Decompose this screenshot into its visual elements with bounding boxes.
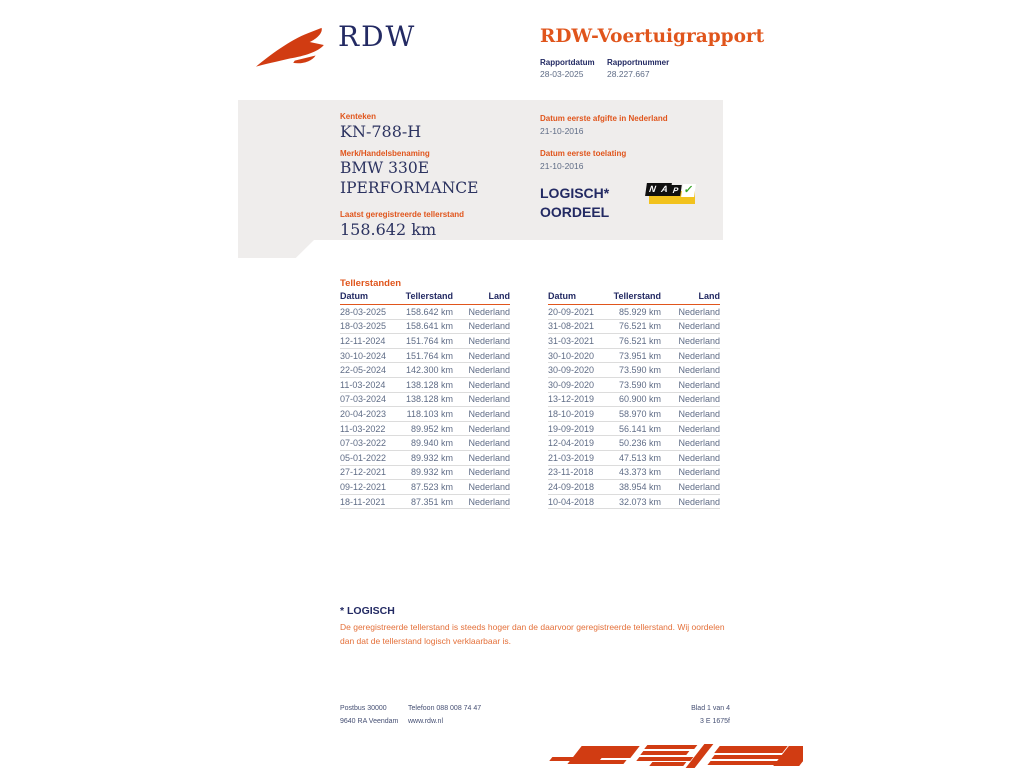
table-cell: Nederland: [468, 467, 510, 478]
column-header-tellerstand: Tellerstand: [405, 291, 453, 301]
table-cell: Nederland: [468, 350, 510, 361]
toelating-label: Datum eerste toelating: [540, 149, 627, 158]
rdw-bird-logo-icon: [253, 24, 335, 72]
table-cell: 50.236 km: [618, 438, 661, 449]
footnote-title: * LOGISCH: [340, 605, 395, 617]
table-row: [548, 436, 720, 451]
table-cell: 85.929 km: [618, 306, 661, 317]
footer-page-number: Blad 1 van 4: [691, 705, 730, 712]
table-cell: 76.521 km: [618, 321, 661, 332]
table-cell: Nederland: [678, 306, 720, 317]
nap-letter-n: N: [645, 183, 660, 196]
table-cell: 07-03-2024: [340, 394, 387, 405]
table-cell: 18-10-2019: [548, 408, 595, 419]
table-cell: 18-03-2025: [340, 321, 387, 332]
tellerstanden-title: Tellerstanden: [340, 278, 402, 289]
table-row: [548, 334, 720, 349]
table-cell: 31-03-2021: [548, 335, 595, 346]
table-cell: 43.373 km: [618, 467, 661, 478]
table-row: [548, 320, 720, 335]
column-header-tellerstand: Tellerstand: [613, 291, 661, 301]
merk-label: Merk/Handelsbenaming: [340, 149, 430, 158]
table-row: [548, 451, 720, 466]
table-row: [340, 466, 510, 481]
table-cell: 12-11-2024: [340, 335, 386, 346]
report-number-label: Rapportnummer: [607, 58, 670, 67]
table-cell: 151.764 km: [405, 335, 453, 346]
table-row: [548, 466, 720, 481]
table-cell: 11-03-2022: [340, 423, 386, 434]
table-cell: Nederland: [468, 306, 510, 317]
table-row: [340, 436, 510, 451]
report-date-label: Rapportdatum: [540, 58, 595, 67]
table-cell: Nederland: [678, 321, 720, 332]
merk-value-line2: IPERFORMANCE: [340, 179, 479, 197]
table-cell: 142.300 km: [405, 365, 453, 376]
table-row: [548, 363, 720, 378]
table-cell: Nederland: [678, 423, 720, 434]
footer-address-line1: Postbus 30000: [340, 705, 387, 712]
table-cell: 58.970 km: [618, 408, 661, 419]
table-cell: Nederland: [468, 423, 510, 434]
table-cell: 13-12-2019: [548, 394, 595, 405]
column-header-datum: Datum: [340, 291, 369, 301]
tellerstand-value: 158.642 km: [340, 220, 437, 239]
oordeel-line2: OORDEEL: [540, 204, 610, 220]
table-cell: Nederland: [678, 452, 720, 463]
footer-website: www.rdw.nl: [408, 718, 444, 725]
table-cell: 05-01-2022: [340, 452, 387, 463]
nap-logo: [646, 182, 698, 208]
table-row: [340, 305, 510, 320]
report-number-value: 28.227.667: [607, 69, 650, 79]
footer-phone: Telefoon 088 008 74 47: [408, 705, 482, 712]
panel-corner-tab: [238, 240, 314, 258]
table-cell: 138.128 km: [405, 394, 453, 405]
nap-letter-p: P: [669, 185, 682, 196]
table-cell: 27-12-2021: [340, 467, 387, 478]
table-cell: 18-11-2021: [340, 496, 386, 507]
table-row: [340, 451, 510, 466]
table-cell: 89.940 km: [410, 438, 453, 449]
table-cell: Nederland: [678, 365, 720, 376]
table-cell: 09-12-2021: [340, 481, 387, 492]
nap-checkmark-icon: ✓: [681, 184, 696, 197]
table-cell: 56.141 km: [618, 423, 661, 434]
table-cell: 21-03-2019: [548, 452, 595, 463]
table-cell: 19-09-2019: [548, 423, 595, 434]
table-cell: 89.932 km: [410, 467, 453, 478]
table-row: [340, 407, 510, 422]
table-cell: 158.642 km: [405, 306, 453, 317]
afgifte-value: 21-10-2016: [540, 126, 584, 136]
table-row: [548, 422, 720, 437]
kenteken-value: KN-788-H: [340, 122, 422, 141]
table-cell: 73.590 km: [618, 379, 661, 390]
report-date-value: 28-03-2025: [540, 69, 584, 79]
table-row: [340, 480, 510, 495]
table-cell: Nederland: [468, 379, 510, 390]
decorative-stripes-graphic: [545, 744, 803, 768]
table-cell: Nederland: [468, 321, 510, 332]
table-cell: 76.521 km: [618, 335, 661, 346]
table-cell: 138.128 km: [405, 379, 453, 390]
table-cell: 73.590 km: [618, 365, 661, 376]
table-body: [548, 305, 720, 509]
table-row: [340, 378, 510, 393]
table-cell: 38.954 km: [618, 481, 661, 492]
odometer-table-left: [340, 291, 510, 509]
table-header: [548, 291, 720, 305]
table-row: [548, 480, 720, 495]
nap-letter-a: A: [657, 183, 672, 196]
table-cell: 87.523 km: [410, 481, 453, 492]
afgifte-label: Datum eerste afgifte in Nederland: [540, 114, 668, 123]
column-header-land: Land: [698, 291, 720, 301]
rdw-logo-wordmark: RDW: [338, 20, 417, 53]
table-cell: Nederland: [678, 379, 720, 390]
table-row: [548, 349, 720, 364]
table-cell: 158.641 km: [405, 321, 453, 332]
column-header-land: Land: [488, 291, 510, 301]
table-cell: Nederland: [468, 438, 510, 449]
table-cell: 73.951 km: [618, 350, 661, 361]
table-cell: 32.073 km: [618, 496, 661, 507]
table-header: [340, 291, 510, 305]
table-cell: 20-04-2023: [340, 408, 387, 419]
table-cell: 151.764 km: [405, 350, 453, 361]
footer-address-line2: 9640 RA Veendam: [340, 718, 399, 725]
footer-address: [340, 702, 398, 728]
table-cell: 28-03-2025: [340, 306, 387, 317]
table-cell: Nederland: [468, 496, 510, 507]
table-cell: 87.351 km: [410, 496, 453, 507]
table-cell: Nederland: [468, 408, 510, 419]
table-cell: Nederland: [678, 496, 720, 507]
footer-page-info: [620, 702, 730, 728]
table-row: [548, 305, 720, 320]
vehicle-summary-panel: [238, 100, 723, 240]
table-row: [548, 495, 720, 510]
table-cell: 118.103 km: [406, 408, 453, 419]
table-cell: 47.513 km: [618, 452, 661, 463]
table-cell: Nederland: [678, 335, 720, 346]
merk-value-line1: BMW 330E: [340, 159, 430, 177]
table-cell: 30-09-2020: [548, 365, 595, 376]
table-cell: 10-04-2018: [548, 496, 595, 507]
table-cell: Nederland: [678, 438, 720, 449]
table-cell: Nederland: [468, 365, 510, 376]
table-row: [340, 334, 510, 349]
table-cell: 89.932 km: [410, 452, 453, 463]
table-cell: 30-10-2020: [548, 350, 595, 361]
table-cell: 30-09-2020: [548, 379, 595, 390]
table-row: [340, 393, 510, 408]
table-cell: 23-11-2018: [548, 467, 594, 478]
table-body: [340, 305, 510, 509]
table-cell: Nederland: [678, 350, 720, 361]
table-row: [548, 393, 720, 408]
table-cell: Nederland: [678, 394, 720, 405]
oordeel-line1: LOGISCH*: [540, 185, 610, 201]
table-cell: 24-09-2018: [548, 481, 595, 492]
table-cell: Nederland: [678, 481, 720, 492]
oordeel-verdict: [540, 184, 609, 222]
table-cell: 22-05-2024: [340, 365, 387, 376]
table-row: [548, 378, 720, 393]
table-cell: 31-08-2021: [548, 321, 595, 332]
table-row: [340, 363, 510, 378]
column-header-datum: Datum: [548, 291, 577, 301]
tellerstand-label: Laatst geregistreerde tellerstand: [340, 210, 465, 219]
table-row: [340, 320, 510, 335]
table-row: [548, 407, 720, 422]
kenteken-label: Kenteken: [340, 112, 377, 121]
table-cell: Nederland: [468, 452, 510, 463]
report-title: RDW-Voertuigrapport: [540, 26, 765, 47]
table-cell: 20-09-2021: [548, 306, 595, 317]
footnote-text: De geregistreerde tellerstand is steeds hoger dan de daarvoor geregistreerde tellerstand. Wij oordelen dan dat de tellerstand logisch verklaarbaar is.: [340, 622, 725, 646]
toelating-value: 21-10-2016: [540, 161, 584, 171]
table-cell: Nederland: [678, 467, 720, 478]
table-cell: 30-10-2024: [340, 350, 387, 361]
table-cell: Nederland: [468, 394, 510, 405]
table-cell: Nederland: [468, 481, 510, 492]
table-cell: 07-03-2022: [340, 438, 387, 449]
table-row: [340, 349, 510, 364]
table-cell: 60.900 km: [618, 394, 661, 405]
footer-contact: [408, 702, 481, 728]
table-cell: 11-03-2024: [340, 379, 386, 390]
footer-form-code: 3 E 1675f: [700, 718, 730, 725]
table-cell: 89.952 km: [410, 423, 453, 434]
table-row: [340, 422, 510, 437]
table-row: [340, 495, 510, 510]
table-cell: 12-04-2019: [548, 438, 595, 449]
table-cell: Nederland: [468, 335, 510, 346]
odometer-table-right: [548, 291, 720, 509]
table-cell: Nederland: [678, 408, 720, 419]
